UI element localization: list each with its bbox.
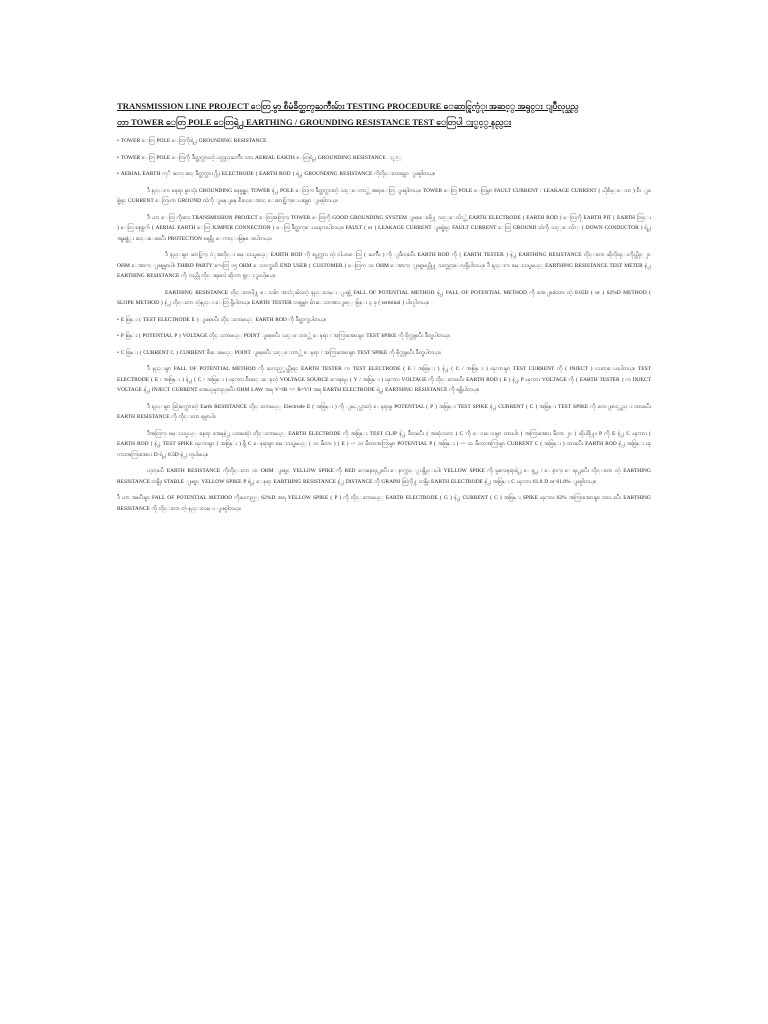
bullet-tower-grounding: • TOWER ေတြ POLE ေတြကိုရဲ႕ GROUNDING RESISTANCE [117, 136, 651, 147]
paragraph-ohm-law: ဒီ နည္းမွာ FALL OF POTENTIAL METHOD ကို ႀကည့္မယ္ဆိုရင္ EARTH TESTER က TEST ELECTRODE ( E / အစြန္း ) နဲ႕ ( C / အစြန္း ) ၾကားမွာ TEST CURRENT ကို ( INJECT ) လႊတ္ေပးပါတယ္။ TEST ELECTRODE ( E / အစြန္း ) နဲ႕ ( C / အစြန္း ) ၾကား စီးဆင္းေနတဲ့ VOLTAGE SOURCE ကေနရပ္ ( Y / အစြန္း ) ၾကား VOLTAGE ကို တိုင္းတာၿပီး EARTH ROD ( E ) နဲ႕ P ၾကား VOLTAGE ကို ( EARTH TESTER ) က INJECT VOLTAGE နဲ႕ INJECT CURRENT အေပၚမူတည္ၿပီး OHM LAW အရ V=IR => R=V/I အရ EARTH ELECTRODE ရဲ႕ EARTHING RESISTANCE ကို ရရွိပါတယ္။ [117, 366, 651, 393]
paragraph-tower-grounding-system: ဒီ ဟာ ေတြ ကိုးစား TRANSMISSION PROJECT ေတြအတြက္ TOWER ေတြကို GOOD GROUNDING SYSTEM ျဖစ္ေစဖို႔ သင့္ေလ်ာ္တဲ့ EARTH ELECTRODE ( EARTH ROD ) ေတြကို EARTH PIT ( EARTH တြင္း ) ေတြ စနစ္တက် ( AERIAL EARTH ေတြ JUMPER CONNECTION ) ေတြ ခ်ိတ္ဆက္ေပးၾကပါတယ္။ FAULT ( or ) LEAKAGE CURRENT ျဖစ္ခဲ့ရင္ FAULT CURRENT ေတြ GROUND ထဲကို သင့္ေလ်ာ္ ( DOWN CONDUCTOR ) ရဲ႕ အျမန္ဆံုး ဆင္းေစၿပီး PROTECTION စနစ္ကို ေကာင္းမြန္ေစပါတယ္။ [117, 214, 651, 242]
bullet-terminal-e: • E စြန္း ( TEST ELECTRODE E ) ျဖစ္ၿပီး တိုင္းတာမယ့္ EARTH ROD ကို ခ်ိတ္ဆက္ရပါတယ္။ [117, 315, 651, 326]
paragraph-grounding-purpose: ဒီ နည္းက နေရာ မွာသုံး GROUNDING စနစ္မွန္ရင္ TOWER နဲ႕ POLE ေတြက ခ်ိတ္ဆက္ထားတဲ့ သင့္ေတာ္တဲ့ အရာေတြ ျဖစ္ပါတယ္။ TOWER ေတြ POLE ေတြမွာ FAULT CURRENT / LEAKAGE CURRENT ( ယိုစိမ့္ေသာ ) စီး ျဖစ္ခဲ့ရင္ CURRENT ေတြဟာ GROUND ထဲကို ျမန္ျမန္ စီးဝင္ေအာင္ ေဆာင္ရြက္ေပးရမွာ ျဖစ္ပါတယ္။ [117, 187, 651, 204]
bullet-terminal-c: • C စြန္း ( CURRENT C ) CURRENT စီးေစမယ့္ POINT ျဖစ္ၿပီး သင့္ေတာ္တဲ့ ေနရာ / အကြာအေဝးမွာ TEST SPIKE ကို စိုက္ထူၿပီး ခ်ိတ္ရပါတယ္။ [117, 348, 651, 359]
document-title [117, 98, 651, 130]
paragraph-earth-tester: ဒီ နည္းမွာ ဆာင္ရြက္ ပံုအတိုင္း စမ္းသပ္ရမယ့္ EARTH ROD ကို စပ္ဆက္ထား တဲ့ ဝါယာေတြ ( ႀကိဳး ) ကို ျဖဳတ္ၿပီး EARTH ROD ကို ( EARTH TESTER ) နဲ႕ EARTHING RESISTANCE တိုင္းတာ ဆိုလိုရင္းကိုယ္တိုင္ ၂၀ OHM ေအာက္ ျဖစ္ရမွာပါ။ THIRD PARTY ကေတြ ၁၅ OHM ေလာက္အထိ END USER ( CUSTOMER ) ေတြက ၁၀ OHM ေအာက္ ျဖစ္ရမယ္လို႔ သတ္မွတ္ေလ့ရွိပါတယ္။ ဒီ နည္းက စမ္းသပ္ရမယ့္ EARTHING RESISTANCE TEST METER နဲ႕ EARTHING RESISTANCE ကို ဘယ္လို တိုင္းရမလဲ ဆိုတာ ရွင္းျပပါ့မယ္။ [117, 252, 651, 279]
paragraph-spike-alignment: ဒီ နည္းမွာ ဆြဲဆက္ထားတဲ့ Earth RESISTANCE တိုင္းတာမယ့္ Electrode E ( အစြန္း ) ကို ျမႇုပ္ထားတဲ့ ေနရာမွ POTENTIAL ( P ) အစြန္း TEST SPIKE နဲ႕ CURRENT ( C ) အစြန္း TEST SPIKE ကို တေျဖာင့္တည္း ထားၿပီး EARTH RESISTANCE ကို တိုင္းတာ ရမွာပါ။ [117, 403, 651, 420]
paragraph-yellow-spike: ဟုတ္ၿပီ EARTH RESISTANCE ကိုတိုင္းတာ ၁၀ OHM ျဖစ္ရင္ YELLOW SPIKE ကို RED ကေနေရႊ႕ၿပီး ေနာက္ထပ္ ျပန္တိုင္းပါ။ YELLOW SPIKE ကို မူလေနရာရဲ႕ ေရွ႕ / ေနာက္ ေရႊ႕ၿပီး တိုင္းတာ တဲ့ EARTHING RESISTANCE တန္ဖိုး STABLE ျဖစ္ရင္ YELLOW SPIKE P ရဲ႕ ေနရာ EARTHING RESISTANCE နဲ႕ DISTANCE ကို GRAPH ဆြဲလို႔ တန္ဖိုး EARTH ELECTRODE နဲ႕ အစြန္း C ၾကား 61.8 D or 61.8% ျဖစ္ပါတယ္။ [117, 468, 651, 485]
paragraph-distances: ဒီအတြက္ စမ္းသပ္မယ့္ နေရာ အေနနဲ႕ ပထမဆုံး တိုင္းတာမယ့္ EARTH ELECTRODE ကို အစြန္း TEST CLIP နဲ႕ ခ်ိတ္ၿပီး ( အဆုံးသတ္ ) C ကို ေဝးေဝးမွာ ထားပါ။ ( အကြာအေဝး မီတာ ၂၀ ) ဆိုပါစို႔။ P ကို E နဲ႕ C ၾကား ( EARTH ROD ) နဲ႕ TEST SPIKE ၾကားမွာ ( အစြန္း ) ရွိ C ေနရာမွာ စမ္းသပ္ရမယ့္ ( ၁၀ မီတာ ) ( E ) -> ၁၀ မီတာအကြာမွာ POTENTIAL P ( အစြန္း ) -> ၁၀ မီတာအကြာမွာ CURRENT C ( အစြန္း ) ထားၿပီး EARTH ROD နဲ႕ အစြန္း ၾကားအကြာအေဝး D ရဲ႕ 0.5D နဲ႕ တူပါမယ္။ [117, 430, 651, 458]
bullet-aerial-earth: • TOWER ေတြ POLE ေတြကို ခ်ိတ္ဆက္ထားတဲ့ ပတ္လည္ႀကိဳး သား AERIAL EARTH ေတြရဲ႕ GROUNDING RESISTANCE ႏွင့္ [117, 153, 651, 164]
paragraph-fall-of-potential: EARTHING RESISTANCE တိုင္းတာဖို႔ ေသခ်ာ အသံုးမ်ားတဲ့ နည္းလမ္း ျဖစ္တဲ့ FALL OF POTENTIAL METHOD နဲ႕ FALL OF POTENTIAL METHOD ကို အေျခခံထား တဲ့ 0.65D ( or ) 62%D METHOD ( SLOPE METHOD ) နဲ႕ တိုင္းတာ တဲ့နည္း ေတြ ရွိပါတယ္။ EARTH TESTER တစ္ခုမွာ မ်ားေသာအားျဖင့္ စြန္း ၃ ခု ( terminal ) ပါဝင္ပါတယ္။ [117, 289, 651, 306]
bullet-earth-electrode: • AERIAL EARTH ကုိ ဆက္ ဆင္ ခ်ိတ္ဆက္ထား ႐ိုး ELECTRODE ( EARTH ROD ) ရဲ႕ GROUNDING RESISTANCE ကိုတိုင္းတာရမွာ ျဖစ္ပါတယ္။ [117, 169, 651, 180]
bullet-terminal-p: • P စြန္း ( POTENTIAL P ) VOLTAGE တိုင္းတာမယ့္ POINT ျဖစ္ၿပီး သင့္ေတာ္တဲ့ ေနရာ / အကြာအေဝးမွာ TEST SPIKE ကို စိုက္ထူၿပီး ခ်ိတ္ရပါတယ္။ [117, 331, 651, 342]
paragraph-62-percent-method: ဒီ ဟာ အၿပီးမွာ FALL OF POTENTIAL METHOD ကိုႀကည့္ 62%D အရ YELLOW SPIKE ( P ) ကို တိုင္းတာမယ့္ EARTH ELECTRODE ( G ) နဲ႕ CURRENT ( C ) အစြန္း SPIKE ၾကား 62% အကြာအေဝးမွာ ထား ၿပီး EARTHING RESISTANCE ကို တိုင္းတာ တဲ့ နည္းလမ္း ျဖစ္ပါတယ္။ [117, 495, 651, 512]
title-line-2: တာ TOWER ေတြ POLE ေတြရဲ႕ EARTHING / GROUNDING RESISTANCE TEST ေတြပါ ႏွင့္ နည္း [117, 117, 512, 127]
title-line-1: TRANSMISSION LINE PROJECT ေတြ မွာ စီမံခ်ိတ္ဆက္ႀကိဳးမ်ား TESTING PROCEDURE ေဆာင္ရြက္ပံု၊ အဆင့္ အရွင္း ျပဳလုပ္သည္ [117, 101, 579, 111]
